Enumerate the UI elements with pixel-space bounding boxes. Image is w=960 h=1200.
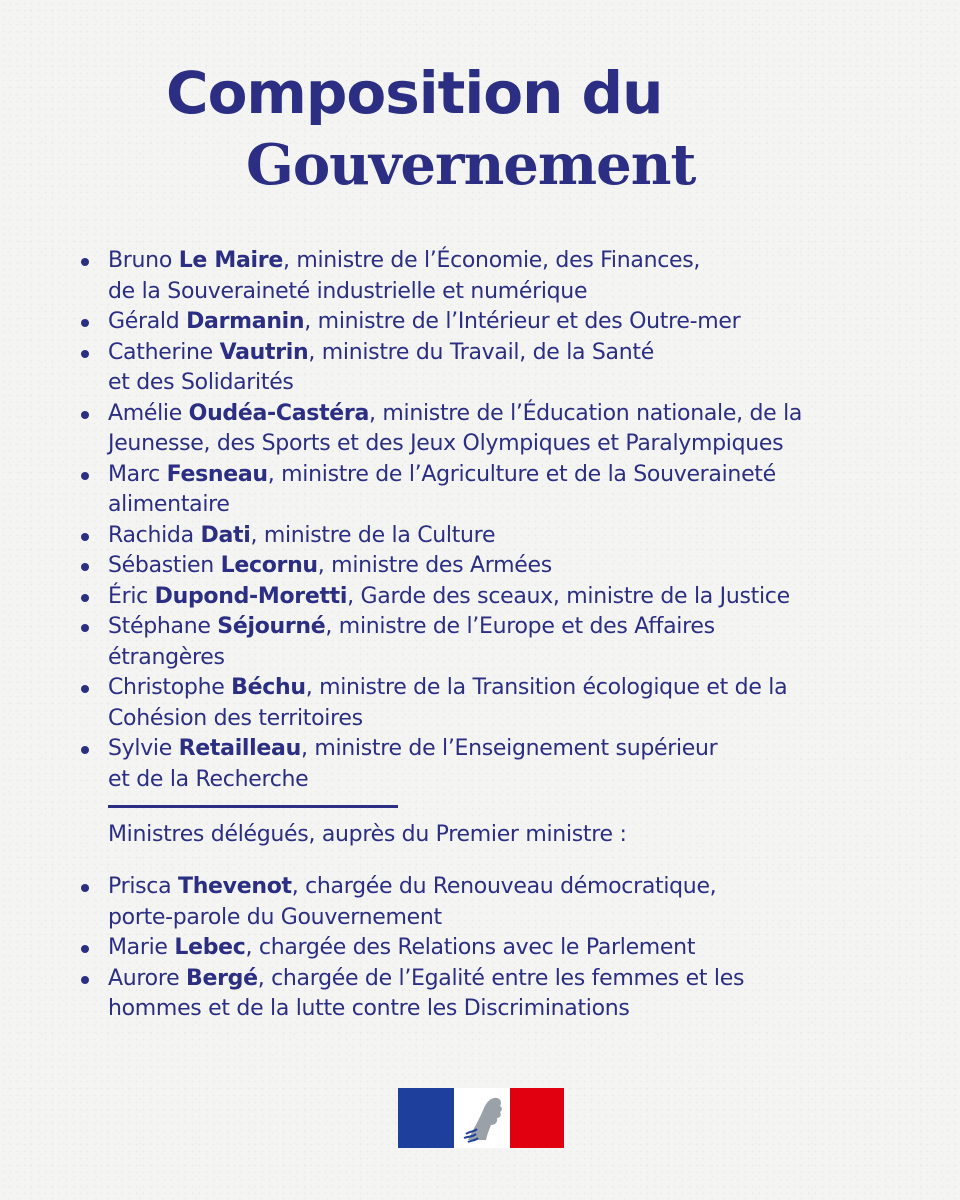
first-name: Gérald bbox=[108, 309, 187, 334]
page-title bbox=[166, 58, 695, 198]
flag-white-stripe bbox=[454, 1088, 510, 1148]
role-text-continued: Jeunesse, des Sports et des Jeux Olympiques et Paralympiques bbox=[108, 431, 784, 456]
last-name: Vautrin bbox=[219, 339, 309, 365]
first-name: Bruno bbox=[108, 248, 179, 273]
list-item bbox=[78, 246, 940, 307]
bullet-icon bbox=[81, 472, 89, 480]
republique-francaise-logo bbox=[398, 1088, 564, 1148]
bullet-icon bbox=[81, 884, 89, 892]
bullet-icon bbox=[81, 258, 89, 266]
first-name: Rachida bbox=[108, 522, 201, 548]
last-name: Oudéa-Castéra bbox=[188, 400, 370, 426]
first-name: Éric bbox=[108, 583, 155, 609]
list-item bbox=[78, 307, 940, 338]
delegues-heading: Ministres délégués, auprès du Premier ministre : bbox=[108, 822, 627, 847]
first-name: Amélie bbox=[108, 400, 189, 426]
delegues-list bbox=[78, 872, 940, 1025]
first-name: Sylvie bbox=[108, 736, 179, 761]
last-name: Retailleau bbox=[178, 736, 301, 761]
role-text-continued: porte-parole du Gouvernement bbox=[108, 904, 442, 930]
role-text: , ministre de l’Économie, des Finances, bbox=[282, 248, 701, 273]
bullet-icon bbox=[81, 533, 89, 541]
flag-blue-stripe bbox=[398, 1088, 454, 1148]
bullet-icon bbox=[81, 594, 89, 602]
bullet-icon bbox=[81, 685, 89, 693]
last-name: Darmanin bbox=[186, 309, 305, 334]
role-text-continued: Cohésion des territoires bbox=[108, 705, 363, 731]
bullet-icon bbox=[81, 746, 89, 754]
section-divider bbox=[108, 805, 398, 808]
list-item bbox=[78, 612, 940, 673]
list-item bbox=[78, 673, 940, 734]
first-name: Sébastien bbox=[108, 553, 221, 578]
bullet-icon bbox=[81, 350, 89, 358]
role-text: , ministre du Travail, de la Santé bbox=[308, 339, 654, 365]
role-text-continued: hommes et de la lutte contre les Discriminations bbox=[108, 996, 630, 1021]
bullet-icon bbox=[81, 976, 89, 984]
list-item bbox=[78, 399, 940, 460]
marianne-icon bbox=[454, 1088, 510, 1148]
last-name: Lecornu bbox=[220, 553, 318, 578]
first-name: Aurore bbox=[108, 965, 187, 991]
first-name: Marie bbox=[108, 935, 175, 960]
list-item bbox=[78, 734, 940, 795]
last-name: Dupond-Moretti bbox=[154, 583, 348, 609]
bullet-icon bbox=[81, 563, 89, 571]
list-item bbox=[78, 582, 940, 613]
role-text-continued: étrangères bbox=[108, 644, 225, 670]
role-text: , ministre de l’Europe et des Affaires bbox=[325, 614, 715, 639]
last-name: Thevenot bbox=[177, 874, 292, 899]
role-text: , ministre de l’Enseignement supérieur bbox=[300, 736, 718, 761]
role-text: , chargée de l’Egalité entre les femmes et les bbox=[257, 965, 745, 991]
list-item bbox=[78, 338, 940, 399]
role-text: , ministre des Armées bbox=[317, 553, 552, 578]
last-name: Dati bbox=[200, 522, 251, 548]
bullet-icon bbox=[81, 319, 89, 327]
first-name: Marc bbox=[108, 461, 167, 487]
list-item bbox=[78, 460, 940, 521]
first-name: Christophe bbox=[108, 675, 232, 700]
role-text: , ministre de l’Éducation nationale, de la bbox=[369, 400, 803, 426]
role-text: , ministre de la Transition écologique et de la bbox=[305, 675, 788, 700]
list-item bbox=[78, 933, 940, 964]
last-name: Béchu bbox=[231, 675, 306, 700]
role-text-continued: et des Solidarités bbox=[108, 370, 294, 395]
role-text: , chargée du Renouveau démocratique, bbox=[291, 874, 717, 899]
role-text: , chargée des Relations avec le Parlement bbox=[245, 935, 696, 960]
list-item bbox=[78, 551, 940, 582]
title-line-1: Composition du bbox=[166, 59, 663, 127]
first-name: Stéphane bbox=[108, 614, 218, 639]
role-text-continued: alimentaire bbox=[108, 492, 230, 517]
first-name: Prisca bbox=[108, 874, 178, 899]
flag-red-stripe bbox=[510, 1088, 564, 1148]
list-item bbox=[78, 872, 940, 933]
role-text: , ministre de l’Agriculture et de la Souveraineté bbox=[267, 461, 776, 487]
last-name: Le Maire bbox=[178, 248, 283, 273]
role-text: , ministre de l’Intérieur et des Outre-mer bbox=[304, 309, 741, 334]
last-name: Bergé bbox=[186, 965, 258, 991]
role-text: , Garde des sceaux, ministre de la Justice bbox=[347, 583, 790, 609]
role-text: , ministre de la Culture bbox=[250, 522, 496, 548]
bullet-icon bbox=[81, 624, 89, 632]
ministers-list bbox=[78, 246, 940, 795]
last-name: Séjourné bbox=[217, 614, 326, 639]
bullet-icon bbox=[81, 945, 89, 953]
first-name: Catherine bbox=[108, 339, 220, 365]
last-name: Fesneau bbox=[166, 461, 268, 487]
title-line-2: Gouvernement bbox=[246, 132, 696, 198]
bullet-icon bbox=[81, 411, 89, 419]
last-name: Lebec bbox=[174, 935, 246, 960]
role-text-continued: de la Souveraineté industrielle et numérique bbox=[108, 278, 588, 304]
list-item bbox=[78, 964, 940, 1025]
role-text-continued: et de la Recherche bbox=[108, 766, 309, 792]
list-item bbox=[78, 521, 940, 552]
